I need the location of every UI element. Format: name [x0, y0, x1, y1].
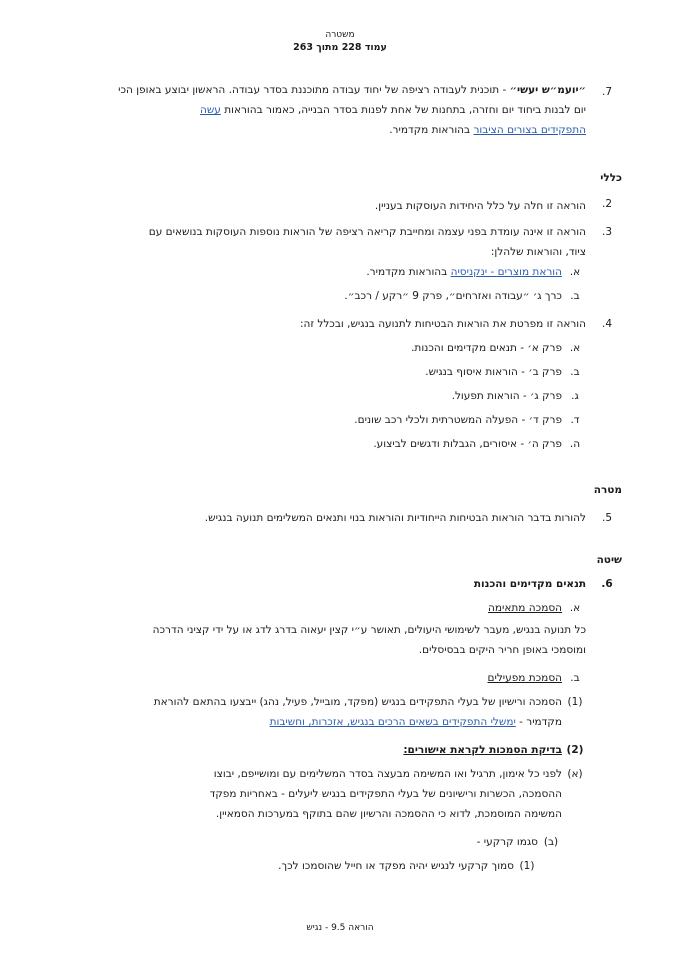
- work-sub-b-2b-i-text: סמוך קרקעי לנגיש יהיה מפקד או חייל שהוסמכו לכך.: [278, 860, 514, 872]
- work-sub-b-2a-line1: לפני כל אימון, תרגיל ואו המשימה מבעצה בסדר המשלימים עם ומושייפם, יבוצו: [213, 768, 562, 780]
- intro-link-1[interactable]: עשה: [199, 104, 221, 116]
- sub4-a-number: א.: [569, 342, 581, 354]
- work-sub-b-2a-line3: המשימה המוסמכת, לדוא כי ההסמכה והרשיון שהם בתוקף במערכות הסמאיין.: [215, 808, 562, 820]
- work-sub-a-line1: כל תנועה בנגיש, מעבר לשימושי היעולים, תאושר ע״י קצין יעאוה בדרג לדג או על ידי קציני הדרכה: [152, 624, 586, 636]
- general-item-4-number: 4.: [601, 318, 613, 330]
- sub4-c-number: ג.: [571, 390, 579, 402]
- sub4-d-number: ד.: [570, 414, 580, 426]
- section-general-title: כללי: [600, 172, 622, 184]
- work-sub-b-2a-line2: ההסמכה, הכשרות ורישיונים של בעלי התפקידים בנגיש ליעלים - באחריות מפקד: [209, 788, 562, 800]
- general-item-2-number: 2.: [601, 198, 613, 210]
- intro-paragraph: [66, 80, 586, 140]
- work-sub-a-number: א.: [569, 602, 581, 614]
- work-sub-b-2b-number: (ב): [543, 836, 559, 848]
- intro-number: 7.: [601, 86, 613, 98]
- header-classification: משטרה: [325, 30, 355, 40]
- sub4-e-number: ה.: [569, 438, 581, 450]
- work-sub-b-2a-paragraph: [52, 764, 562, 824]
- work-sub-b-2-title: בדיקת הסמכות לקראת אישורים:: [403, 744, 562, 756]
- sub4-b-text: פרק ב׳ - הוראות איסוף בנגיש.: [425, 366, 562, 378]
- work-sub-b-2b-i-number: (1): [519, 860, 535, 872]
- work-sub-a-paragraph: [56, 620, 586, 660]
- purpose-text: להורות בדבר הוראות הבטיחות הייחודיות והוראות בנוי ותנאים המשלימים תנועה בנגיש.: [204, 512, 586, 524]
- page-footer: הוראה 9.5 - נגיש: [306, 923, 374, 933]
- work-sub-b-number: ב.: [570, 672, 580, 684]
- work-item-6-heading: תנאים מקדימים והכנות: [473, 578, 586, 590]
- work-sub-b-2b-text: סגמו קרקעי -: [476, 836, 538, 848]
- intro-text-line3: בהוראות מקדמיר.: [389, 124, 474, 136]
- header-page-number: עמוד 228 מתוך 263: [293, 42, 387, 53]
- work-item-6-number: 6.: [601, 578, 613, 590]
- work-sub-b-1-line1: הסמכה ורישיון של בעלי התפקידים בנגיש (מפקד, מובייל, פעיל, נהג) ייבצעו בהתאם להוראת: [153, 696, 562, 708]
- work-sub-b-1-number: (1): [567, 696, 583, 708]
- sub4-a-text: פרק א׳ - תנאים מקדימים והכנות.: [411, 342, 562, 354]
- intro-term: ״יועמ״ש יעשי״: [509, 84, 586, 96]
- work-sub-a-line2: ומוסמכי באופן חריר היקים בבסיסלים.: [418, 644, 586, 656]
- sub3-a-link[interactable]: הוראת מוצרים - ינקניסיה: [450, 266, 562, 278]
- general-item-4-text: הוראה זו מפרטת את הוראות הבטיחות לתנועה בנגיש, ובכלל זה:: [300, 318, 586, 330]
- general-item-3-number: 3.: [601, 226, 613, 238]
- sub3-b-text: כרך ג׳ ״עבודה ואזרחים״, פרק 9 ״רקע / רכב״.: [344, 290, 562, 302]
- sub4-d-text: פרק ד׳ - הפעלה המשטרתית ולכלי רכב שונים.: [354, 414, 562, 426]
- sub4-e-text: פרק ה׳ - איסורים, הגבלות ודגשים לביצוע.: [373, 438, 562, 450]
- work-sub-b-2-number: (2): [566, 744, 584, 756]
- sub4-b-number: ב.: [570, 366, 580, 378]
- work-sub-b-1-paragraph: [52, 692, 562, 732]
- work-sub-b-2a-number: (א): [567, 768, 583, 780]
- intro-text-line1: - תוכנית לעבודה רציפה של יחוד עבודה מתוכננת בסדר עבודה. הראשון יבוצע באופן הכי: [118, 84, 510, 96]
- work-sub-a-title: הסמכה מתאימה: [488, 602, 562, 614]
- general-item-3-text: [66, 222, 586, 262]
- work-sub-b-title: הסמכת מפעילים: [487, 672, 562, 684]
- sub3-a-number: א.: [569, 266, 581, 278]
- work-sub-b-1-link[interactable]: ימשלי התפקידים בשאים הרכים בנגיש, אזכרות, וחשיבות: [269, 716, 516, 728]
- section-purpose-title: מטרה: [593, 484, 622, 496]
- work-sub-b-1-prefix: מקדמיר -: [515, 716, 562, 728]
- sub4-c-text: פרק ג׳ - הוראות תפעול.: [451, 390, 562, 402]
- sub3-a-text: הוראת מוצרים - ינקניסיה בהוראות מקדמיר.: [366, 266, 562, 278]
- intro-text-line2: יום לבנות ביחוד יום וחזרה, בתחנות של אחת לפנות בסדר הבנייה, כאמור בהוראות: [220, 104, 586, 116]
- section-work-title: שיטה: [596, 554, 622, 566]
- general-item-3-line1: הוראה זו אינה עומדת בפני עצמה ומחייבת קריאה רציפה של הוראות נוספות העוסקות בנושאים עם: [148, 226, 586, 238]
- purpose-number: 5.: [601, 512, 613, 524]
- intro-link-2[interactable]: התפקידים בצורים הציבור: [473, 124, 586, 136]
- general-item-3-line2: ציוד, והוראות שלהלן:: [490, 246, 586, 258]
- general-item-2-text: הוראה זו חלה על כלל היחידות העוסקות בעניין.: [374, 200, 586, 212]
- sub3-b-number: ב.: [570, 290, 580, 302]
